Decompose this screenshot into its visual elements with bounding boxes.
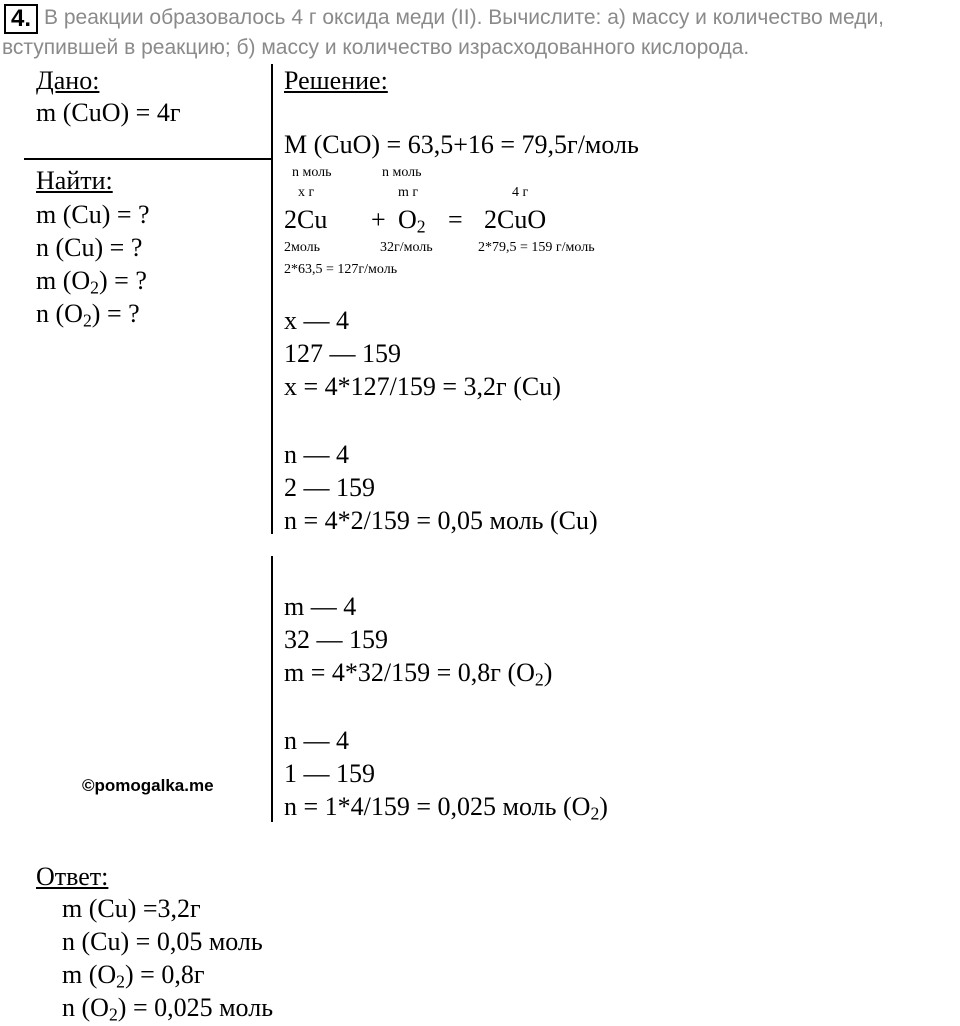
prop-n-line1: n — 4 bbox=[284, 440, 349, 469]
problem-text-line2: вступившей в реакцию; б) массу и количество израсходованного кислорода. bbox=[2, 36, 750, 59]
find-n-o2: n $(O_2)$ = ? bbox=[36, 299, 140, 331]
under-cuo-mass: 2*79,5 = 159 г/моль bbox=[478, 240, 595, 255]
molar-mass-cuo: M (CuO) = 63,5+16 = 79,5г/моль bbox=[284, 130, 639, 159]
answer-n-o2: n $(O_2) = 0,025$ моль bbox=[62, 993, 274, 1025]
answer-n-cu: n (Cu) = 0,05 моль bbox=[62, 927, 263, 956]
prop-n-line2: 2 — 159 bbox=[284, 473, 375, 502]
under-cu-mass: 2*63,5 = 127г/моль bbox=[284, 262, 398, 277]
under-o2-mass: 32г/моль bbox=[380, 240, 433, 255]
annotation-n-mol-o2: n моль bbox=[382, 165, 422, 180]
annotation-x-g: x г bbox=[298, 185, 315, 200]
equation-o2: $O_2$ bbox=[398, 205, 426, 237]
prop-x-line1: x — 4 bbox=[284, 306, 349, 335]
annotation-m-g: m г bbox=[398, 185, 419, 200]
watermark: ©pomogalka.me bbox=[82, 776, 214, 795]
solution-divider-bottom bbox=[271, 556, 273, 822]
prop-x-line3: x = 4*127/159 = 3,2г (Cu) bbox=[284, 372, 561, 401]
prop-m-line1: m — 4 bbox=[284, 592, 357, 621]
answer-heading: Ответ: bbox=[36, 862, 109, 891]
find-n-cu: n (Cu) = ? bbox=[36, 233, 143, 262]
solution-heading: Решение: bbox=[284, 66, 388, 95]
equation-plus: + bbox=[371, 205, 386, 234]
annotation-n-mol-cu: n моль bbox=[292, 165, 332, 180]
solution-divider-top bbox=[271, 64, 273, 534]
given-mass-cuo: m (CuO) = 4г bbox=[36, 98, 181, 127]
prop-n-line3: n = 4*2/159 = 0,05 моль (Cu) bbox=[284, 506, 598, 535]
under-cu-mol: 2моль bbox=[284, 240, 321, 255]
answer-m-cu: m (Cu) =3,2г bbox=[62, 894, 201, 923]
find-m-o2: m $(O_2)$ = ? bbox=[36, 266, 147, 298]
prop-m-line2: 32 — 159 bbox=[284, 625, 388, 654]
equation-cuo: 2CuO bbox=[484, 205, 547, 234]
equation-equals: = bbox=[448, 205, 463, 234]
prop-n2-line1: n — 4 bbox=[284, 726, 349, 755]
find-heading: Найти: bbox=[36, 166, 113, 195]
prop-n2-line3: n = 1*4/159 = 0,025 моль $(O_2)$ bbox=[284, 792, 608, 824]
problem-text-line1: В реакции образовалось 4 г оксида меди (II). Вычислите: а) массу и количество меди, bbox=[44, 6, 885, 29]
equation-cu: 2Cu bbox=[284, 205, 328, 234]
answer-m-o2: m $(O_2) = 0,8г$ bbox=[62, 960, 205, 992]
prop-x-line2: 127 — 159 bbox=[284, 339, 401, 368]
find-m-cu: m (Cu) = ? bbox=[36, 200, 150, 229]
prop-n2-line2: 1 — 159 bbox=[284, 759, 375, 788]
given-heading: Дано: bbox=[36, 66, 100, 95]
annotation-4-g: 4 г bbox=[512, 185, 529, 200]
problem-number: 4. bbox=[4, 4, 38, 34]
prop-m-line3: m = 4*32/159 = 0,8г $(O_2)$ bbox=[284, 658, 553, 690]
given-divider bbox=[24, 158, 272, 160]
